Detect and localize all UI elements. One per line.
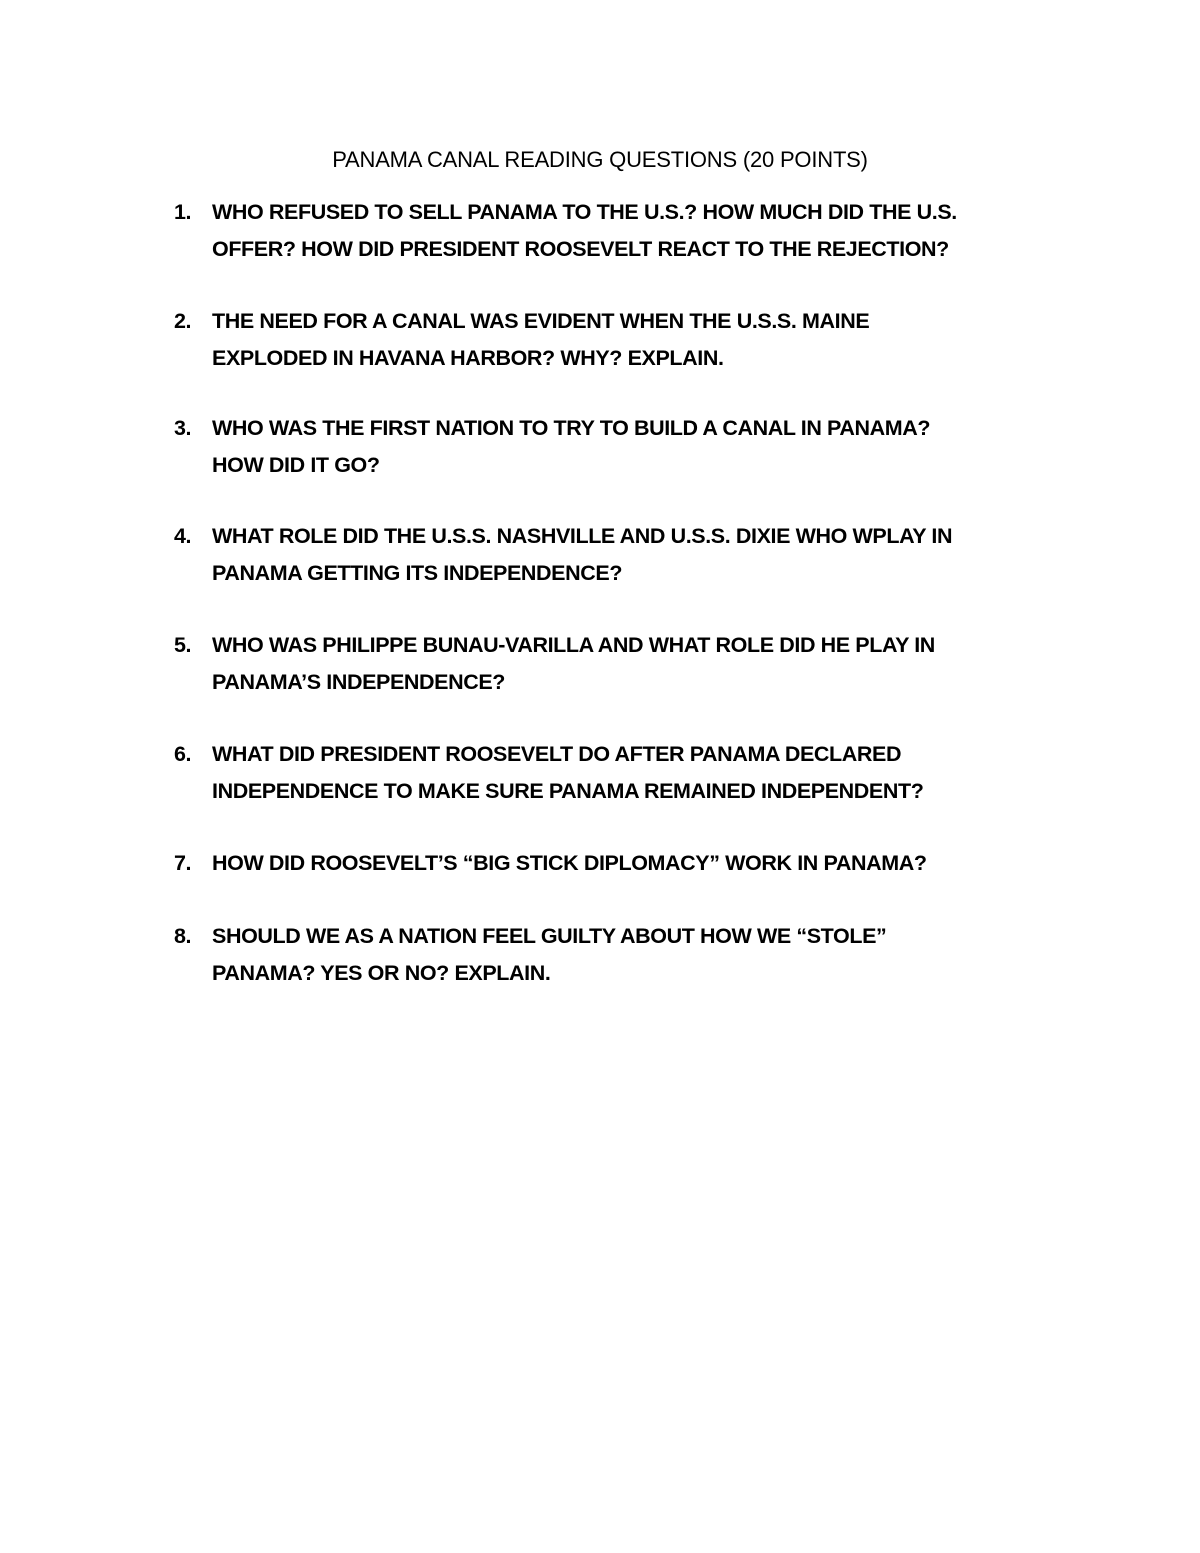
page-title: PANAMA CANAL READING QUESTIONS (20 POINTS) (332, 147, 868, 172)
question-text-line: THE NEED FOR A CANAL WAS EVIDENT WHEN THE U.S.S. MAINE (212, 309, 870, 333)
question-text-line: OFFER? HOW DID PRESIDENT ROOSEVELT REACT TO THE REJECTION? (212, 237, 949, 261)
question-item-2 (174, 303, 1074, 377)
question-text-line: PANAMA GETTING ITS INDEPENDENCE? (212, 561, 623, 585)
question-number: 6. (174, 742, 192, 766)
question-text-line: INDEPENDENCE TO MAKE SURE PANAMA REMAINED INDEPENDENT? (212, 779, 924, 803)
question-number: 3. (174, 416, 192, 440)
question-item-6 (174, 736, 1074, 810)
question-item-4 (174, 518, 1074, 592)
question-number: 8. (174, 924, 192, 948)
question-text-line: WHO REFUSED TO SELL PANAMA TO THE U.S.? HOW MUCH DID THE U.S. (212, 200, 957, 224)
question-text-line: HOW DID IT GO? (212, 453, 380, 477)
question-text-line: PANAMA’S INDEPENDENCE? (212, 670, 506, 694)
question-text-line: WHAT ROLE DID THE U.S.S. NASHVILLE AND U.S.S. DIXIE WHO WPLAY IN (212, 524, 953, 548)
question-item-3 (174, 410, 1074, 484)
question-text-line: SHOULD WE AS A NATION FEEL GUILTY ABOUT HOW WE “STOLE” (212, 924, 887, 948)
question-number: 5. (174, 633, 192, 657)
question-text-line: WHAT DID PRESIDENT ROOSEVELT DO AFTER PANAMA DECLARED (212, 742, 902, 766)
question-text-line: HOW DID ROOSEVELT’S “BIG STICK DIPLOMACY” WORK IN PANAMA? (212, 851, 927, 875)
question-text-line: WHO WAS THE FIRST NATION TO TRY TO BUILD A CANAL IN PANAMA? (212, 416, 931, 440)
question-number: 4. (174, 524, 192, 548)
question-item-1 (174, 194, 1074, 268)
question-text-line: PANAMA? YES OR NO? EXPLAIN. (212, 961, 551, 985)
question-item-5 (174, 627, 1074, 701)
question-text-line: WHO WAS PHILIPPE BUNAU-VARILLA AND WHAT ROLE DID HE PLAY IN (212, 633, 935, 657)
question-item-8 (174, 918, 1074, 992)
question-number: 2. (174, 309, 192, 333)
question-number: 1. (174, 200, 192, 224)
question-number: 7. (174, 851, 192, 875)
question-text-line: EXPLODED IN HAVANA HARBOR? WHY? EXPLAIN. (212, 346, 724, 370)
question-item-7 (174, 845, 1074, 882)
